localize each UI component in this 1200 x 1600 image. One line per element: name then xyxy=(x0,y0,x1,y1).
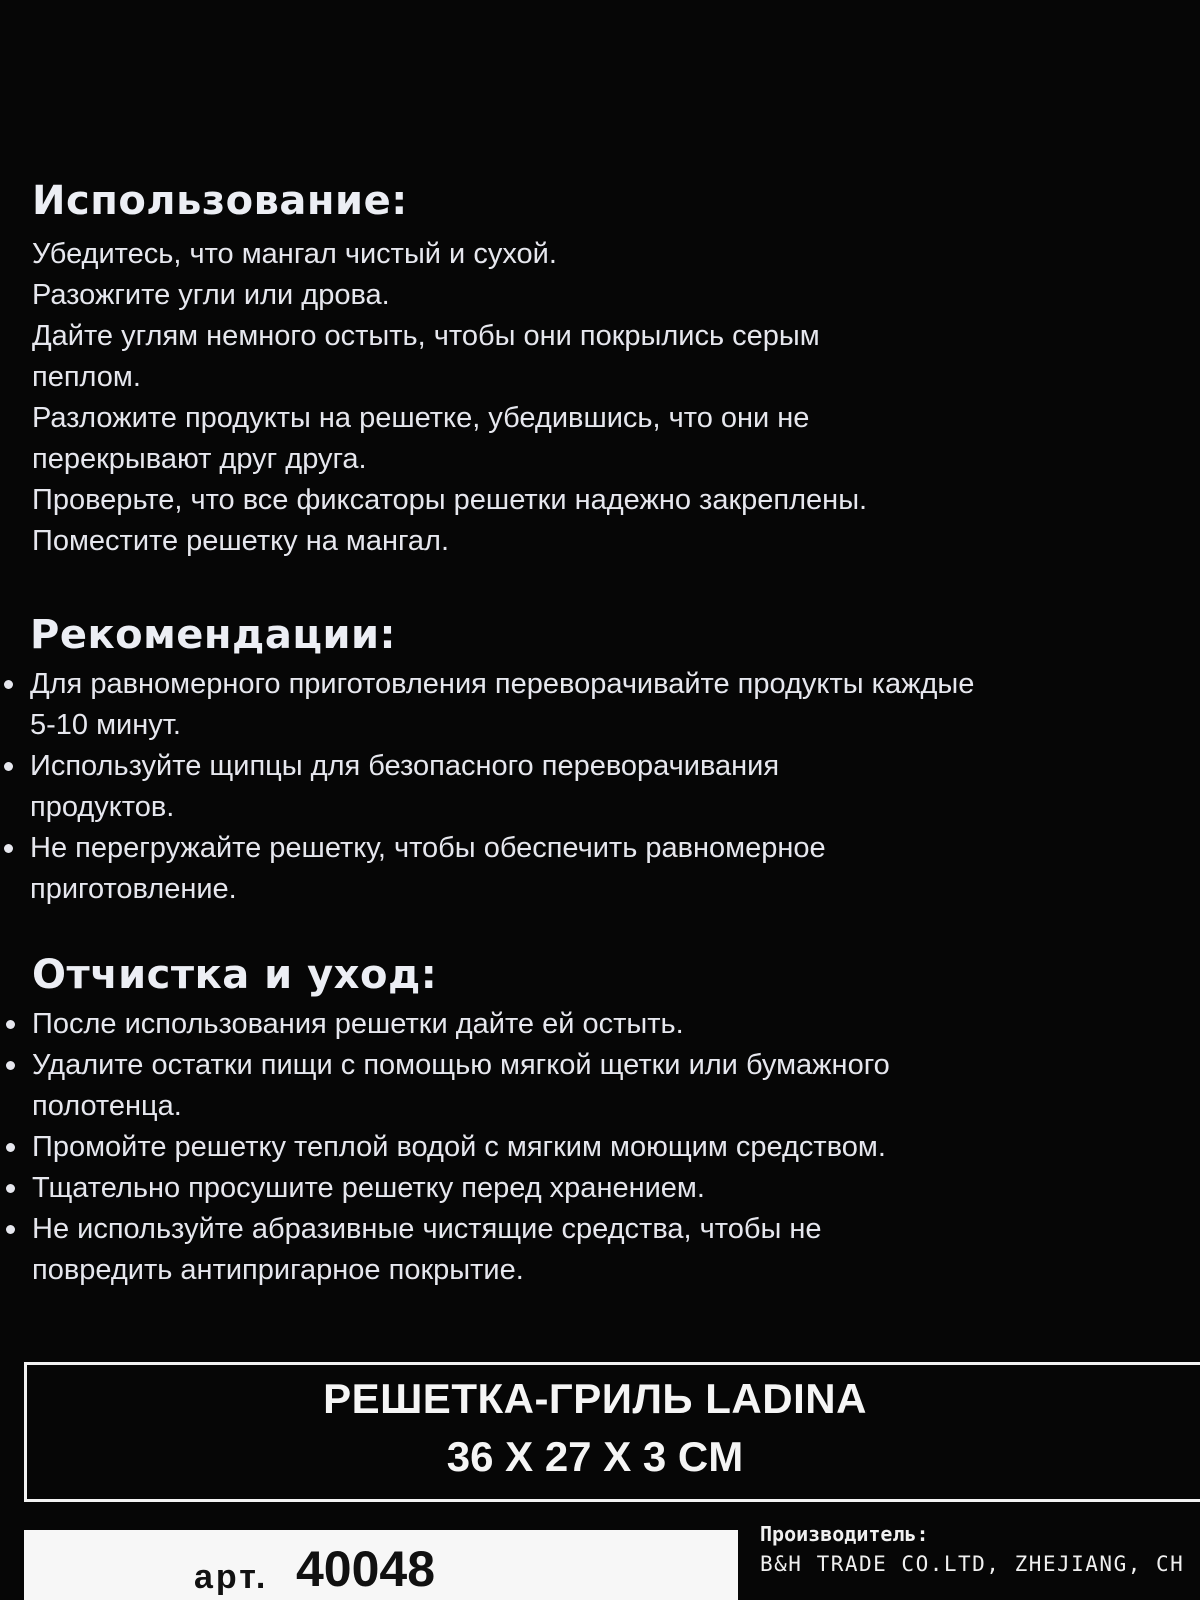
recommendations-item-1: Для равномерного приготовления переворачивайте продукты каждые 5-10 минут. xyxy=(30,664,990,746)
usage-item-1: Убедитесь, что мангал чистый и сухой. xyxy=(32,238,557,270)
product-size: 36 X 27 X 3 CM xyxy=(446,1433,744,1480)
usage-item-2: Разожгите угли или дрова. xyxy=(32,279,390,311)
usage-item-4: Разложите продукты на решетке, убедившись, что они не перекрывают друг друга. xyxy=(32,402,810,475)
usage-list xyxy=(32,234,992,562)
cleaning-item-2: Удалите остатки пищи с помощью мягкой щетки или бумажного полотенца. xyxy=(32,1045,892,1127)
cleaning-item-4: Тщательно просушите решетку перед хранением. xyxy=(32,1168,992,1209)
manufacturer-name: B&H TRADE CO.LTD, ZHEJIANG, CH xyxy=(760,1552,1185,1576)
recommendations-list xyxy=(30,664,990,910)
manufacturer-label: Производитель: xyxy=(760,1522,929,1546)
article-label xyxy=(24,1530,738,1600)
recommendations-title: Рекомендации: xyxy=(30,612,397,658)
recommendations-item-2: Используйте щипцы для безопасного переворачивания продуктов. xyxy=(30,746,930,828)
usage-item-3: Дайте углям немного остыть, чтобы они покрылись серым пеплом. xyxy=(32,320,820,393)
product-name-box xyxy=(24,1362,1200,1502)
product-name: РЕШЕТКА-ГРИЛЬ LADINA xyxy=(323,1375,867,1422)
cleaning-item-1: После использования решетки дайте ей остыть. xyxy=(32,1004,992,1045)
article-number: 40048 xyxy=(296,1541,436,1597)
cleaning-item-5: Не используйте абразивные чистящие средства, чтобы не повредить антипригарное покрытие. xyxy=(32,1209,952,1291)
article-prefix: арт. xyxy=(194,1558,269,1596)
cleaning-list xyxy=(32,1004,1042,1291)
cleaning-title: Отчистка и уход: xyxy=(32,952,438,998)
recommendations-item-3: Не перегружайте решетку, чтобы обеспечить равномерное приготовление. xyxy=(30,828,970,910)
usage-item-6: Поместите решетку на мангал. xyxy=(32,525,450,557)
usage-title: Использование: xyxy=(32,178,408,224)
usage-item-5: Проверьте, что все фиксаторы решетки надежно закреплены. xyxy=(32,484,868,516)
cleaning-item-3: Промойте решетку теплой водой с мягким моющим средством. xyxy=(32,1127,1042,1168)
